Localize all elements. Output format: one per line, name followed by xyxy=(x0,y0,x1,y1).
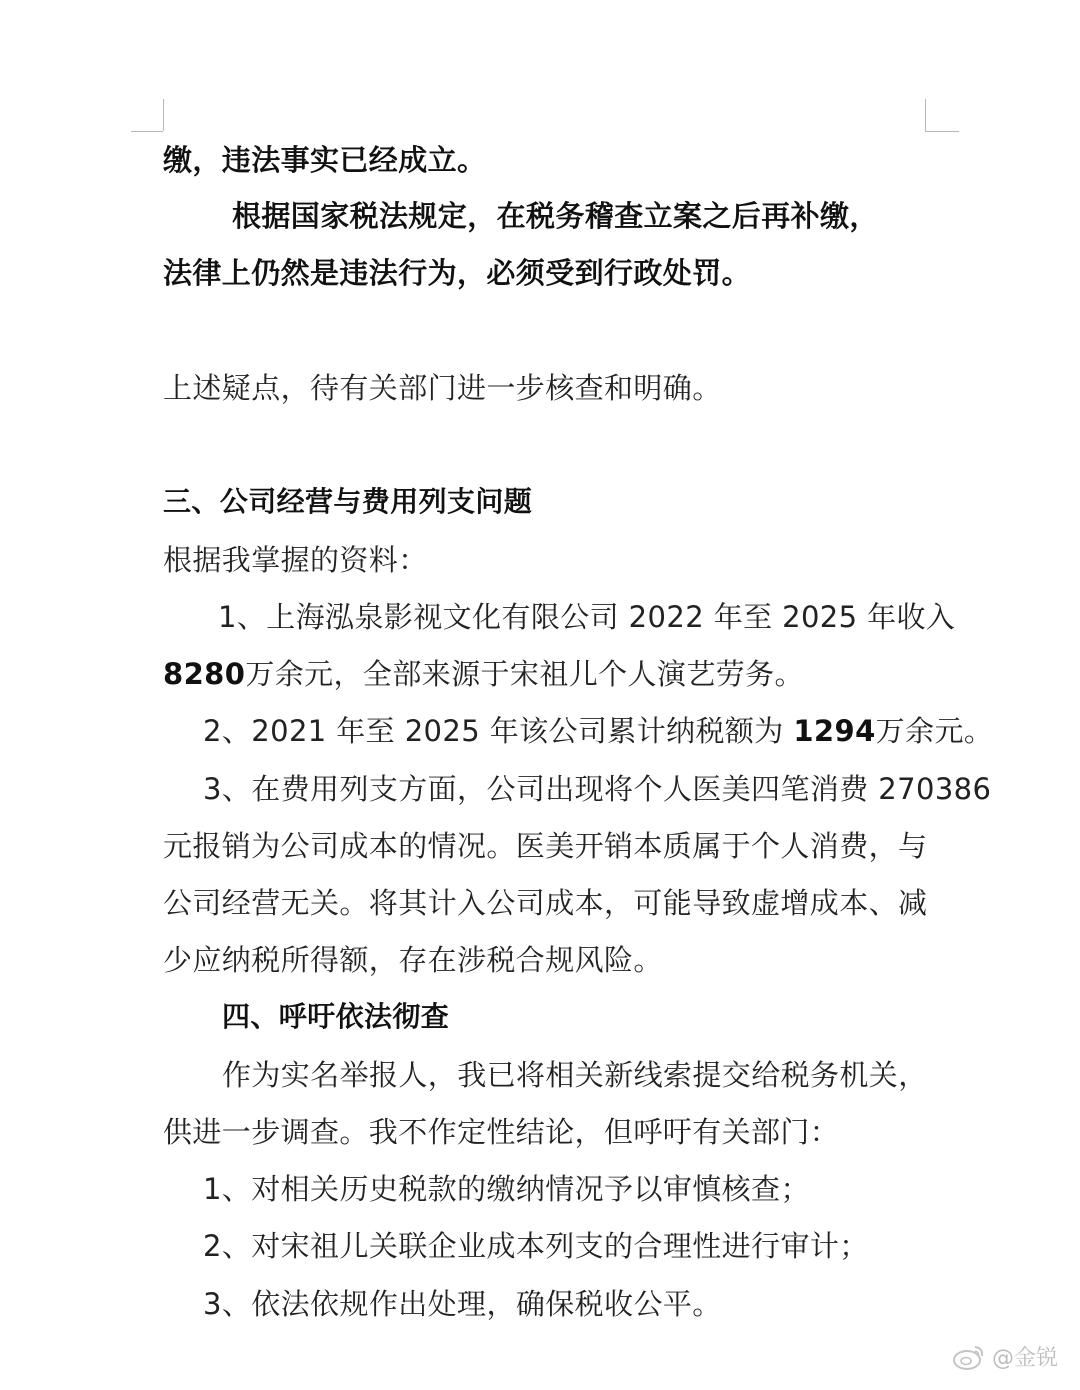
paragraph-text: 2、2021 年至 2025 年该公司累计纳税额为 xyxy=(203,714,794,748)
crop-mark-top-right-vertical xyxy=(925,99,926,131)
paragraph-line xyxy=(163,654,804,694)
crop-mark-top-right-horizontal xyxy=(925,131,959,132)
paragraph-line: 根据国家税法规定，在税务稽查立案之后再补缴， xyxy=(232,199,879,233)
paragraph-line: 元报销为公司成本的情况。医美开销本质属于个人消费，与 xyxy=(163,829,928,863)
section-heading: 三、公司经营与费用列支问题 xyxy=(163,485,533,518)
paragraph-line: 法律上仍然是违法行为，必须受到行政处罚。 xyxy=(163,256,752,290)
weibo-icon xyxy=(952,1343,986,1371)
list-item: 3、依法依规作出处理，确保税收公平。 xyxy=(203,1287,722,1321)
paragraph-line: 作为实名举报人，我已将相关新线索提交给税务机关， xyxy=(222,1058,928,1092)
paragraph-line: 公司经营无关。将其计入公司成本，可能导致虚增成本、减 xyxy=(163,886,928,920)
paragraph-line: 上述疑点，待有关部门进一步核查和明确。 xyxy=(163,371,722,405)
paragraph-line: 少应纳税所得额，存在涉税合规风险。 xyxy=(163,943,663,977)
list-item: 2、对宋祖儿关联企业成本列支的合理性进行审计； xyxy=(203,1229,869,1263)
paragraph-line: 供进一步调查。我不作定性结论，但呼吁有关部门： xyxy=(163,1115,840,1149)
income-amount: 8280 xyxy=(163,657,246,691)
paragraph-line: 缴，违法事实已经成立。 xyxy=(163,143,487,177)
list-item: 3、在费用列支方面，公司出现将个人医美四笔消费 270386 xyxy=(203,772,992,806)
list-item: 1、对相关历史税款的缴纳情况予以审慎核查； xyxy=(203,1172,810,1206)
paragraph-line: 根据我掌握的资料： xyxy=(163,543,428,577)
paragraph-text: 万余元。 xyxy=(875,714,994,748)
section-heading: 四、呼吁依法彻查 xyxy=(222,1000,450,1033)
list-item: 1、上海泓泉影视文化有限公司 2022 年至 2025 年收入 xyxy=(218,600,956,634)
tax-amount: 1294 xyxy=(793,714,876,748)
weibo-watermark xyxy=(952,1341,1058,1372)
crop-mark-top-left-vertical xyxy=(163,99,164,131)
list-item xyxy=(203,711,993,751)
paragraph-text: 万余元，全部来源于宋祖儿个人演艺劳务。 xyxy=(245,657,804,691)
crop-mark-top-left-horizontal xyxy=(131,131,163,132)
watermark-handle: @金锐 xyxy=(991,1346,1058,1371)
